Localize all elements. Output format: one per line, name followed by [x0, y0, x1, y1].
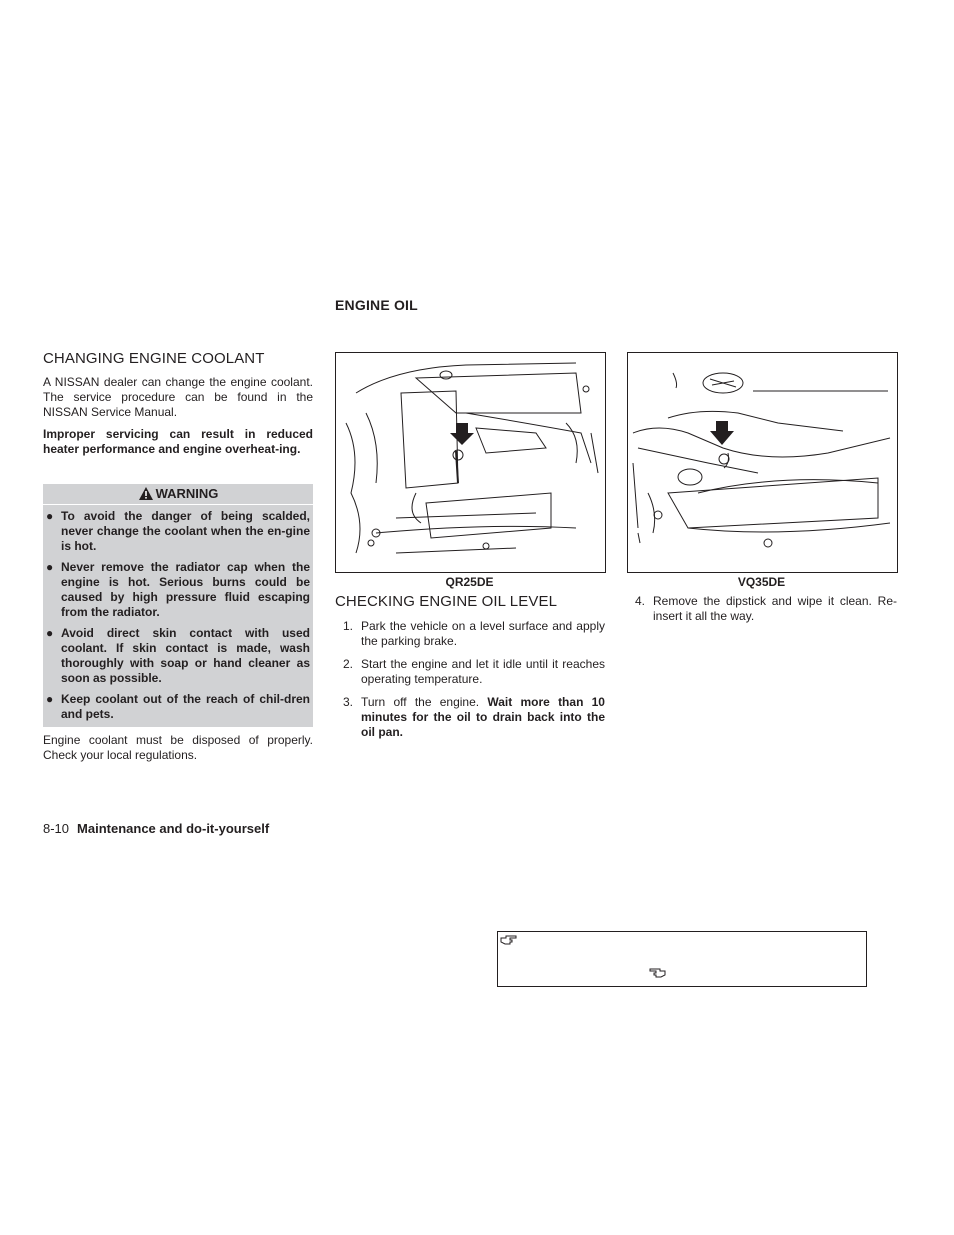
figure-caption-qr25de: QR25DE [445, 575, 494, 589]
warning-box [43, 484, 313, 727]
warning-header [43, 484, 313, 505]
figure-vq35de [627, 352, 898, 573]
coolant-heading: CHANGING ENGINE COOLANT [43, 350, 265, 367]
warning-item: ● Never remove the radiator cap when the engine is hot. Serious burns could be caused by high pressure fluid escaping from the radiator. [46, 560, 310, 619]
engine-dipstick-illustration [628, 353, 897, 572]
warning-triangle-icon [138, 486, 154, 501]
section-title: ENGINE OIL [335, 297, 418, 313]
note-box [497, 931, 867, 987]
list-item: 2. Start the engine and let it idle until it reaches operating temperature. [343, 657, 605, 686]
page-number: 8-10 [43, 821, 70, 836]
warning-item: ● To avoid the danger of being scalded, never change the coolant when the en-gine is hot. [46, 509, 310, 553]
coolant-bold-note: Improper servicing can result in reduced heater performance and engine overheat-ing. [43, 427, 313, 456]
engine-dipstick-illustration [336, 353, 605, 572]
pointing-hand-icon [500, 934, 518, 946]
list-item: 3. Turn off the engine. Wait more than 10 minutes for the oil to drain back into the oil pan. [343, 695, 605, 739]
pointing-hand-icon [648, 967, 666, 979]
oil-level-steps [335, 619, 605, 748]
figure-qr25de [335, 352, 606, 573]
coolant-intro: A NISSAN dealer can change the engine coolant. The service procedure can be found in the NISSAN Service Manual. [43, 375, 313, 419]
warning-item: ● Avoid direct skin contact with used coolant. If skin contact is made, wash thoroughly with soap or hand cleaner as soon as possible. [46, 626, 310, 685]
oil-level-heading: CHECKING ENGINE OIL LEVEL [335, 593, 558, 610]
coolant-closing: Engine coolant must be disposed of properly. Check your local regulations. [43, 733, 313, 762]
list-item: 4. Remove the dipstick and wipe it clean. Re-insert it all the way. [635, 594, 897, 623]
chapter-title: Maintenance and do-it-yourself [77, 821, 270, 836]
oil-level-steps-continued [627, 594, 897, 632]
warning-title: WARNING [155, 486, 219, 501]
list-item: 1. Park the vehicle on a level surface and apply the parking brake. [343, 619, 605, 648]
warning-list [43, 505, 313, 722]
figure-caption-vq35de: VQ35DE [737, 575, 786, 589]
page-footer [43, 821, 269, 836]
warning-item: ● Keep coolant out of the reach of chil-dren and pets. [46, 692, 310, 721]
